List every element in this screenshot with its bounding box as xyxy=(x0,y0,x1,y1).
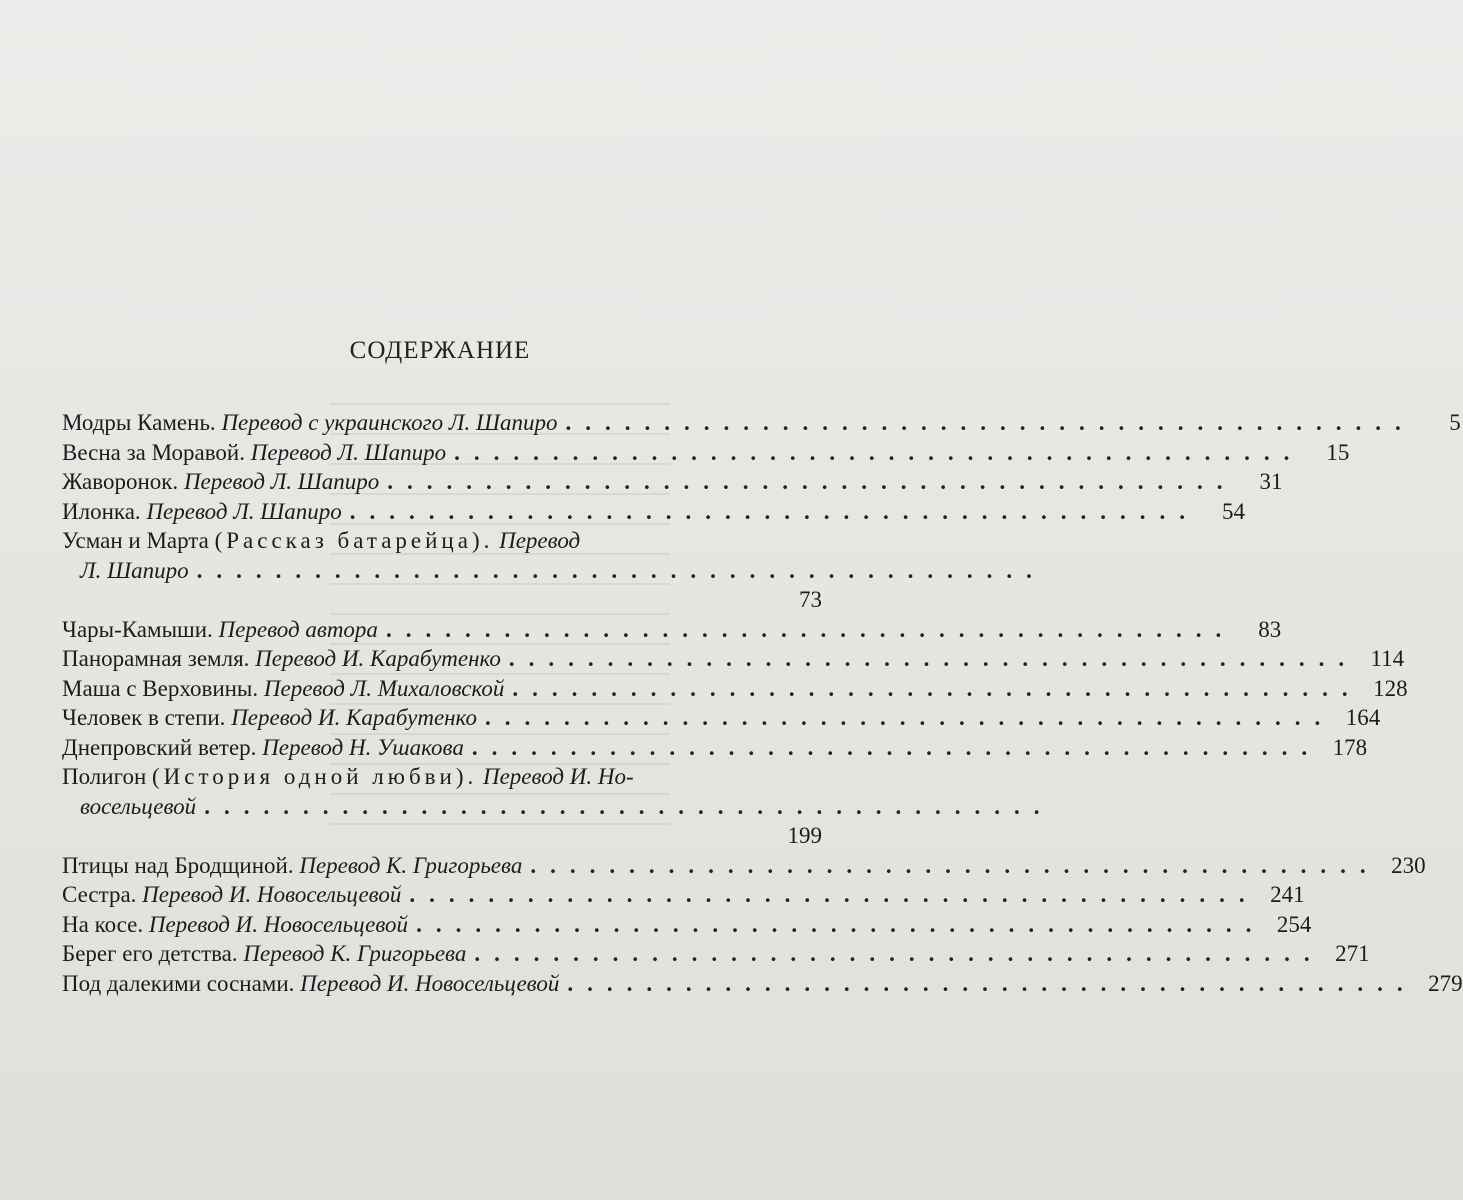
toc-entry xyxy=(62,733,1368,763)
page-number: 83 xyxy=(1258,616,1282,642)
entry-translation: Перевод И. Карабутенко xyxy=(255,646,501,671)
entry-translation: Перевод xyxy=(499,528,581,553)
entry-translation-continued: Л. Шапиро xyxy=(80,557,189,583)
dot-leader: ........................................... xyxy=(471,734,1322,760)
entry-subtitle: (Рассказ батарейца). xyxy=(214,528,494,553)
toc-entry xyxy=(62,408,1461,438)
entry-translation: Перевод с украинского Л. Шапиро xyxy=(221,410,558,435)
toc-entry xyxy=(62,467,1283,497)
entry-title: Жаворонок. xyxy=(62,469,179,494)
entry-title: Полигон xyxy=(62,764,147,789)
toc-entry xyxy=(62,526,1046,615)
page-number: 199 xyxy=(787,823,822,848)
dot-leader: ........................................... xyxy=(204,793,1054,819)
entry-translation: Перевод Л. Шапиро xyxy=(183,469,380,494)
page-number: 230 xyxy=(1391,852,1426,878)
page-number: 271 xyxy=(1335,941,1370,966)
dot-leader: ........................................... xyxy=(349,498,1200,524)
page-number: 128 xyxy=(1373,675,1408,701)
entry-translation: Перевод К. Григорьева xyxy=(299,852,523,878)
page-number: 164 xyxy=(1345,705,1381,730)
dot-leader: ........................................... xyxy=(508,646,1359,671)
toc-entry xyxy=(62,438,1350,468)
entry-translation: Перевод Н. Ушакова xyxy=(262,734,464,760)
toc-entry xyxy=(62,910,1312,940)
dot-leader: ........................................... xyxy=(196,557,1046,583)
entry-title: Модры Камень. xyxy=(62,410,216,435)
entry-title: Днепровский ветер. xyxy=(62,734,257,760)
toc-entry xyxy=(62,497,1246,527)
entry-translation: Перевод И. Но- xyxy=(482,764,634,789)
entry-translation: Перевод И. Новосельцевой xyxy=(300,970,560,996)
dot-leader: ........................................... xyxy=(474,941,1324,966)
entry-title: Маша с Верховины. xyxy=(62,675,259,701)
entry-translation: Перевод К. Григорьева xyxy=(243,941,467,966)
entry-translation: Перевод Л. Михаловской xyxy=(263,675,505,701)
entry-translation: Перевод И. Карабутенко xyxy=(231,705,477,730)
entry-translation-continued: восельцевой xyxy=(80,793,197,819)
dot-leader: ........................................... xyxy=(387,469,1237,494)
page-number: 254 xyxy=(1276,911,1312,937)
toc-entry xyxy=(62,969,1463,999)
dot-leader: ........................................... xyxy=(484,705,1335,730)
dot-leader: ........................................... xyxy=(385,616,1236,642)
page-number: 5 xyxy=(1449,410,1461,435)
entry-title: Птицы над Бродщиной. xyxy=(62,852,294,878)
entry-title: Усман и Марта xyxy=(62,528,209,553)
dot-leader: ........................................... xyxy=(530,852,1380,878)
entry-title: На косе. xyxy=(62,911,144,937)
entry-title: Сестра. xyxy=(62,882,137,907)
toc-entry xyxy=(62,762,1054,851)
toc-entry xyxy=(62,615,1282,645)
entry-title: Чары-Камыши. xyxy=(62,616,213,642)
table-of-contents xyxy=(62,408,1463,998)
dot-leader: ........................................... xyxy=(416,911,1266,937)
dot-leader: ........................................... xyxy=(454,439,1304,465)
entry-translation: Перевод Л. Шапиро xyxy=(146,498,342,524)
entry-title: Весна за Моравой. xyxy=(62,439,245,465)
toc-entry xyxy=(62,939,1370,969)
entry-translation: Перевод И. Новосельцевой xyxy=(142,882,402,907)
dot-leader: ........................................... xyxy=(409,882,1259,907)
toc-entry xyxy=(62,674,1408,704)
dot-leader: ........................................... xyxy=(512,675,1362,701)
page-number: 114 xyxy=(1370,646,1405,671)
page-number: 241 xyxy=(1270,882,1305,907)
toc-entry xyxy=(62,703,1381,733)
dot-leader: ........................................... xyxy=(565,410,1415,435)
dot-leader: ........................................... xyxy=(567,970,1417,996)
entry-title: Панорамная земля. xyxy=(62,646,250,671)
toc-entry xyxy=(62,851,1426,881)
page-number: 279 xyxy=(1428,970,1463,996)
entry-subtitle: (История одной любви). xyxy=(152,764,478,789)
page-number: 15 xyxy=(1326,439,1350,465)
entry-title: Человек в степи. xyxy=(62,705,226,730)
entry-title: Берег его детства. xyxy=(62,941,238,966)
entry-title: Под далекими соснами. xyxy=(62,970,295,996)
page-number: 178 xyxy=(1332,734,1368,760)
page-number: 73 xyxy=(799,587,822,612)
entry-translation: Перевод Л. Шапиро xyxy=(250,439,447,465)
toc-entry xyxy=(62,644,1405,674)
entry-title: Илонка. xyxy=(62,498,141,524)
toc-entry xyxy=(62,880,1305,910)
entry-translation: Перевод И. Новосельцевой xyxy=(148,911,409,937)
page-title: СОДЕРЖАНИЕ xyxy=(349,337,531,364)
page-number: 31 xyxy=(1259,469,1283,494)
page-number: 54 xyxy=(1222,498,1246,524)
entry-translation: Перевод автора xyxy=(218,616,378,642)
